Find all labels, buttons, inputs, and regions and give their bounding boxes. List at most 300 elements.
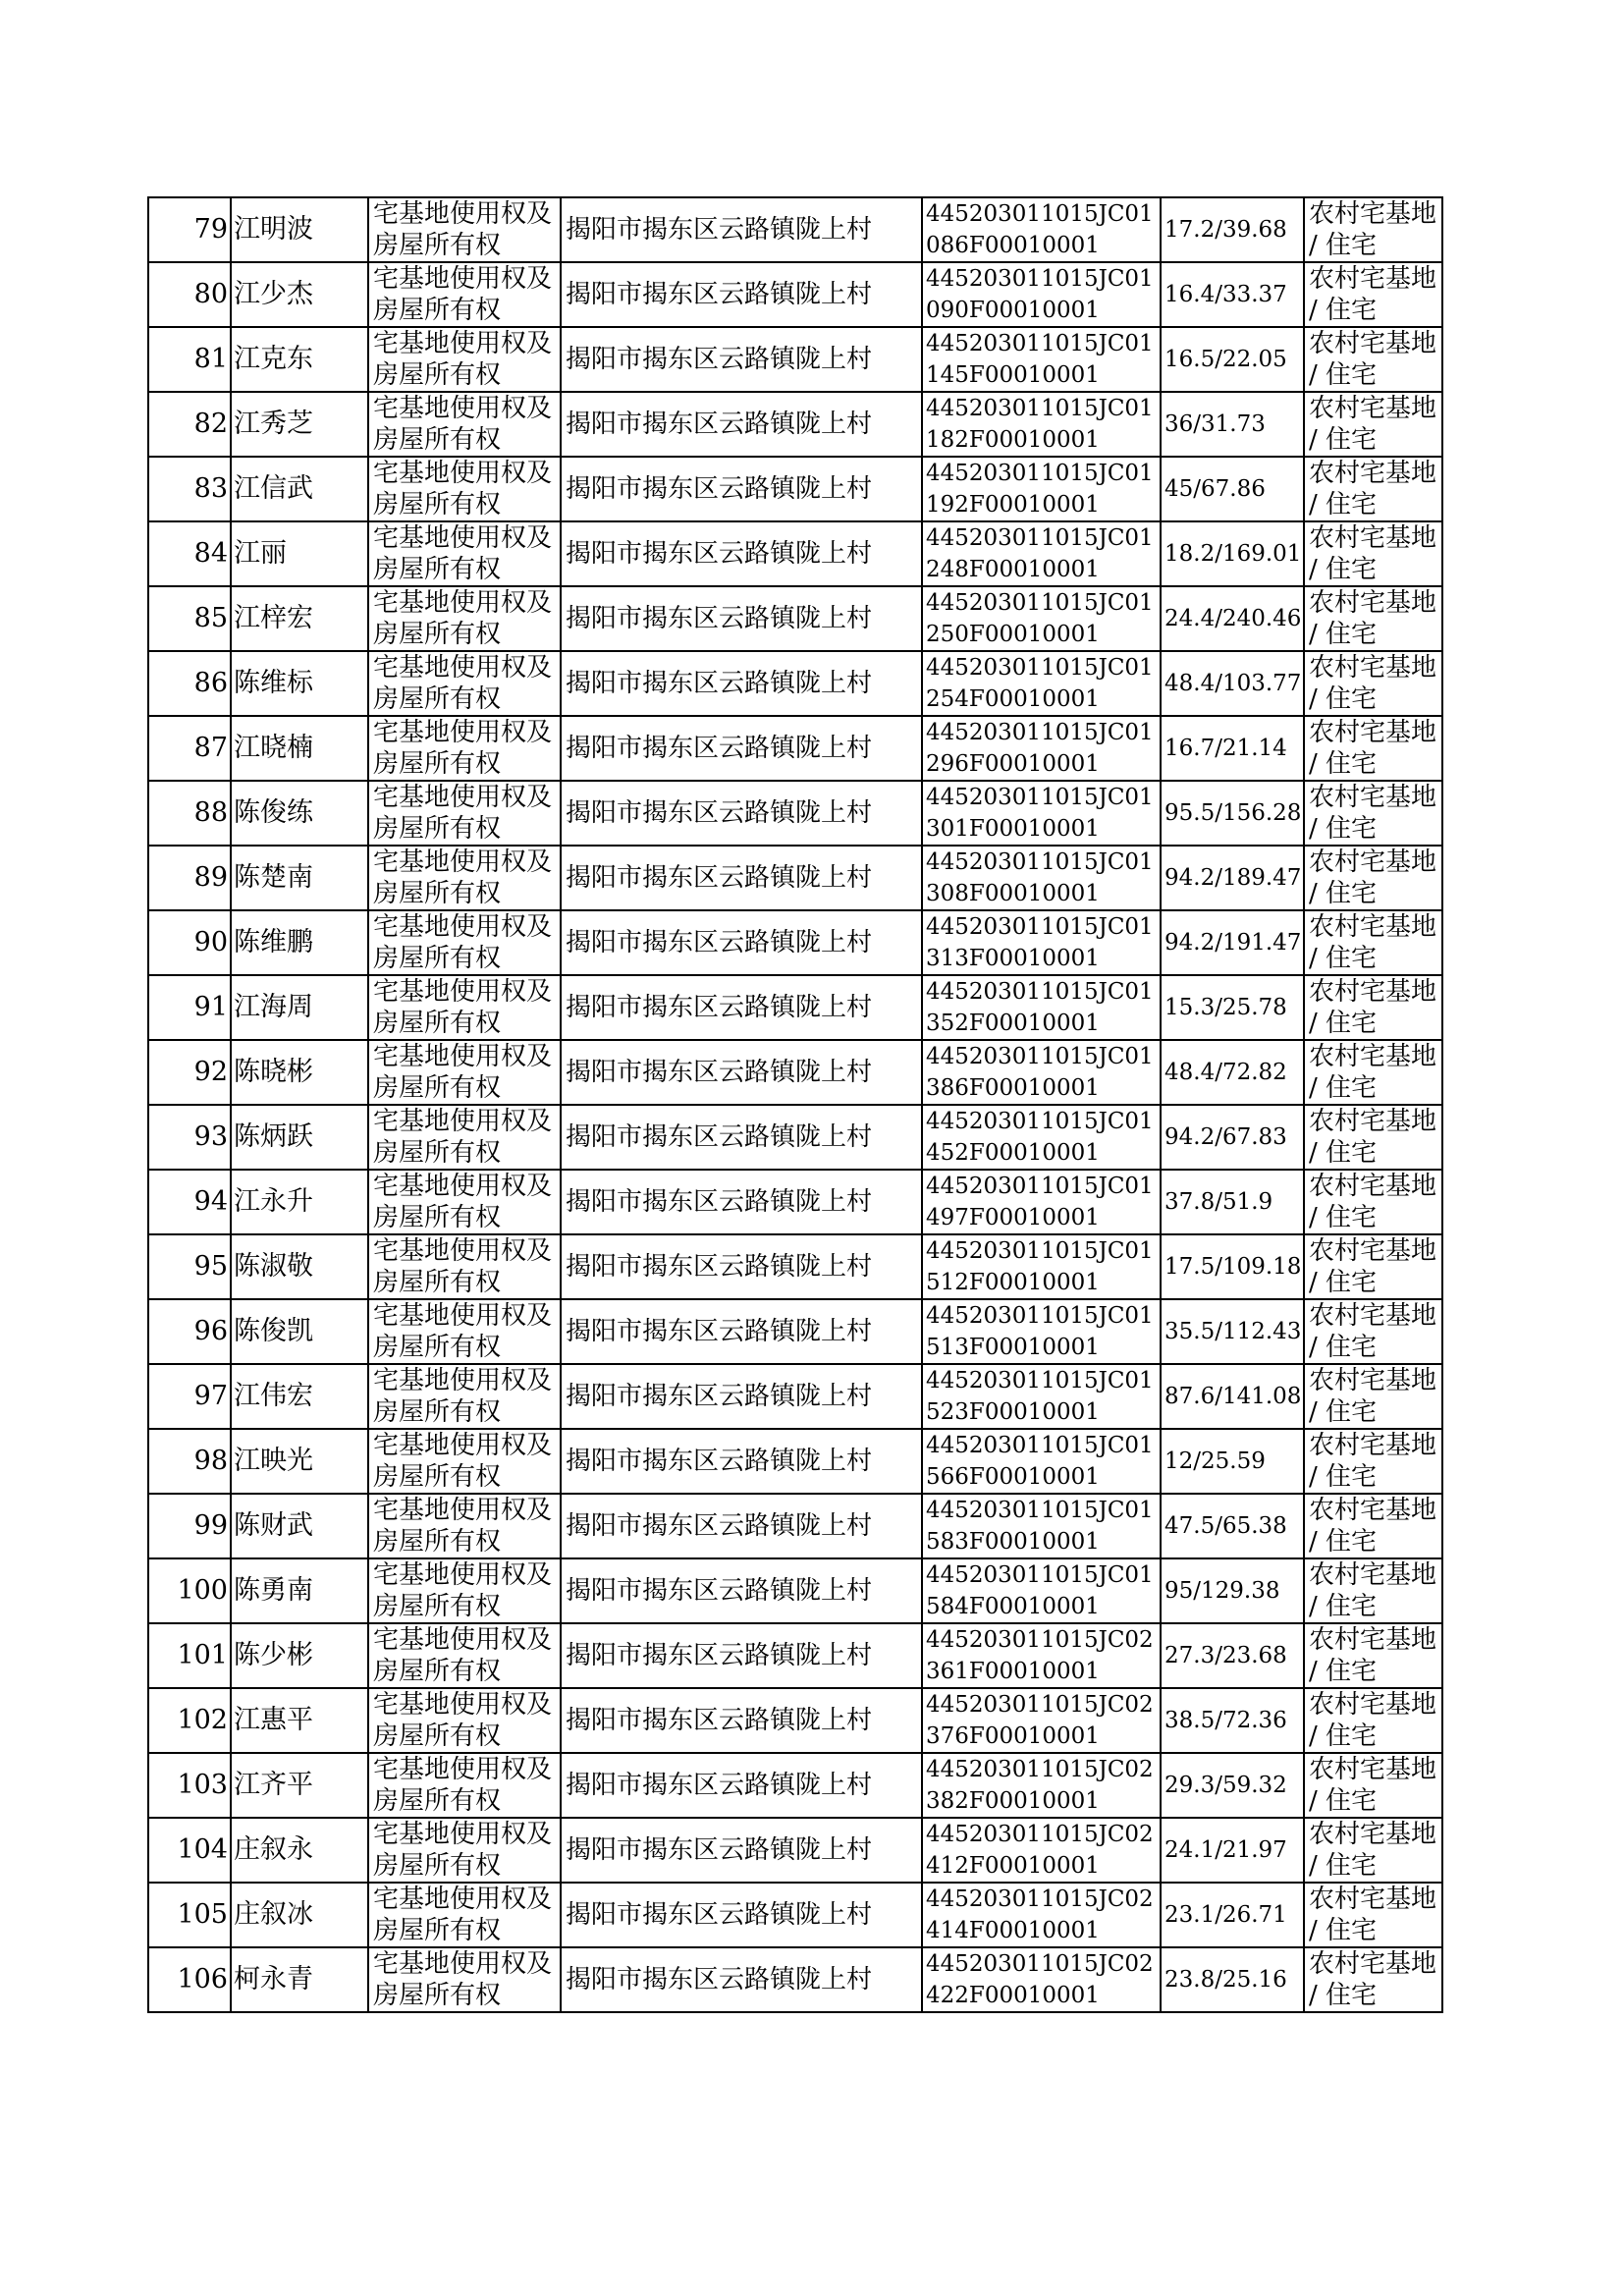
right-type-cell xyxy=(368,1040,561,1105)
area-cell xyxy=(1161,1947,1304,2012)
row-number: 79 xyxy=(193,214,228,245)
row-number: 86 xyxy=(193,668,228,698)
unit-code: 445203011015JC01145F00010001 xyxy=(926,331,1154,388)
unit-code-cell xyxy=(922,197,1161,262)
usage-cell xyxy=(1304,1883,1442,1947)
owner-name-cell xyxy=(231,392,368,457)
owner-name-cell xyxy=(231,1947,368,2012)
usage: 农村宅基地 / 住宅 xyxy=(1309,1042,1437,1103)
owner-name: 江映光 xyxy=(234,1446,313,1476)
row-number: 80 xyxy=(193,279,228,309)
row-number: 95 xyxy=(193,1251,228,1282)
table-row xyxy=(148,521,1442,586)
usage: 农村宅基地 / 住宅 xyxy=(1309,1301,1437,1362)
location: 揭阳市揭东区云路镇陇上村 xyxy=(566,1122,873,1152)
usage: 农村宅基地 / 住宅 xyxy=(1309,1107,1437,1168)
right-type: 宅基地使用权及房屋所有权 xyxy=(373,1885,553,1945)
row-number-cell xyxy=(148,521,231,586)
unit-code-cell xyxy=(922,1558,1161,1623)
usage-cell xyxy=(1304,1040,1442,1105)
location-cell xyxy=(561,1040,922,1105)
owner-name-cell xyxy=(231,197,368,262)
row-number: 83 xyxy=(193,473,228,504)
area-cell xyxy=(1161,1429,1304,1494)
unit-code: 445203011015JC01513F00010001 xyxy=(926,1303,1154,1360)
area: 95/129.38 xyxy=(1164,1578,1280,1604)
row-number-cell xyxy=(148,1105,231,1170)
row-number: 105 xyxy=(177,1899,228,1930)
owner-name-cell xyxy=(231,781,368,846)
location-cell xyxy=(561,716,922,781)
usage: 农村宅基地 / 住宅 xyxy=(1309,1431,1437,1492)
row-number-cell xyxy=(148,1623,231,1688)
row-number-cell xyxy=(148,1364,231,1429)
area: 23.8/25.16 xyxy=(1164,1967,1287,1993)
right-type-cell xyxy=(368,781,561,846)
table-row xyxy=(148,1170,1442,1234)
location: 揭阳市揭东区云路镇陇上村 xyxy=(566,1641,873,1670)
table-row xyxy=(148,1883,1442,1947)
unit-code: 445203011015JC01497F00010001 xyxy=(926,1174,1154,1230)
unit-code-cell xyxy=(922,781,1161,846)
row-number: 102 xyxy=(177,1705,228,1735)
table-row xyxy=(148,1947,1442,2012)
right-type-cell xyxy=(368,846,561,910)
area-cell xyxy=(1161,1494,1304,1558)
area: 47.5/65.38 xyxy=(1164,1513,1287,1539)
usage: 农村宅基地 / 住宅 xyxy=(1309,394,1437,455)
usage: 农村宅基地 / 住宅 xyxy=(1309,264,1437,325)
unit-code: 445203011015JC01248F00010001 xyxy=(926,525,1154,582)
row-number-cell xyxy=(148,1234,231,1299)
right-type: 宅基地使用权及房屋所有权 xyxy=(373,1496,553,1557)
owner-name-cell xyxy=(231,1753,368,1818)
area: 16.4/33.37 xyxy=(1164,282,1287,307)
right-type: 宅基地使用权及房屋所有权 xyxy=(373,1431,553,1492)
owner-name-cell xyxy=(231,651,368,716)
owner-name: 江明波 xyxy=(234,214,313,245)
area: 95.5/156.28 xyxy=(1164,800,1302,826)
unit-code-cell xyxy=(922,521,1161,586)
row-number-cell xyxy=(148,1753,231,1818)
right-type-cell xyxy=(368,327,561,392)
row-number-cell xyxy=(148,1494,231,1558)
right-type-cell xyxy=(368,197,561,262)
right-type-cell xyxy=(368,1429,561,1494)
usage-cell xyxy=(1304,846,1442,910)
owner-name: 江伟宏 xyxy=(234,1381,313,1411)
area-cell xyxy=(1161,1170,1304,1234)
right-type-cell xyxy=(368,586,561,651)
location-cell xyxy=(561,651,922,716)
owner-name-cell xyxy=(231,586,368,651)
location: 揭阳市揭东区云路镇陇上村 xyxy=(566,669,873,698)
usage-cell xyxy=(1304,651,1442,716)
location: 揭阳市揭东区云路镇陇上村 xyxy=(566,928,873,957)
unit-code-cell xyxy=(922,1883,1161,1947)
table-row xyxy=(148,327,1442,392)
location: 揭阳市揭东区云路镇陇上村 xyxy=(566,1965,873,1994)
owner-name-cell xyxy=(231,1883,368,1947)
table-row xyxy=(148,1429,1442,1494)
location-cell xyxy=(561,975,922,1040)
table-row xyxy=(148,975,1442,1040)
owner-name: 江惠平 xyxy=(234,1705,313,1735)
location-cell xyxy=(561,197,922,262)
right-type: 宅基地使用权及房屋所有权 xyxy=(373,1301,553,1362)
owner-name: 柯永青 xyxy=(234,1964,313,1994)
unit-code: 445203011015JC01086F00010001 xyxy=(926,201,1154,258)
usage: 农村宅基地 / 住宅 xyxy=(1309,459,1437,519)
table-row xyxy=(148,1688,1442,1753)
owner-name-cell xyxy=(231,1105,368,1170)
right-type: 宅基地使用权及房屋所有权 xyxy=(373,1755,553,1816)
unit-code: 445203011015JC01566F00010001 xyxy=(926,1433,1154,1490)
location-cell xyxy=(561,1623,922,1688)
owner-name-cell xyxy=(231,262,368,327)
usage-cell xyxy=(1304,1623,1442,1688)
right-type: 宅基地使用权及房屋所有权 xyxy=(373,1172,553,1232)
usage: 农村宅基地 / 住宅 xyxy=(1309,329,1437,390)
unit-code: 445203011015JC01352F00010001 xyxy=(926,979,1154,1036)
row-number: 88 xyxy=(193,797,228,828)
table-row xyxy=(148,716,1442,781)
location-cell xyxy=(561,781,922,846)
owner-name-cell xyxy=(231,1558,368,1623)
row-number-cell xyxy=(148,392,231,457)
location-cell xyxy=(561,521,922,586)
row-number-cell xyxy=(148,910,231,975)
area: 29.3/59.32 xyxy=(1164,1773,1287,1798)
right-type-cell xyxy=(368,1753,561,1818)
location: 揭阳市揭东区云路镇陇上村 xyxy=(566,410,873,439)
unit-code: 445203011015JC01452F00010001 xyxy=(926,1109,1154,1166)
row-number: 100 xyxy=(177,1575,228,1606)
owner-name-cell xyxy=(231,1429,368,1494)
location: 揭阳市揭东区云路镇陇上村 xyxy=(566,734,873,763)
area: 35.5/112.43 xyxy=(1164,1319,1302,1344)
usage-cell xyxy=(1304,1299,1442,1364)
right-type: 宅基地使用权及房屋所有权 xyxy=(373,588,553,649)
area: 23.1/26.71 xyxy=(1164,1902,1287,1928)
unit-code-cell xyxy=(922,1623,1161,1688)
unit-code-cell xyxy=(922,1364,1161,1429)
right-type-cell xyxy=(368,457,561,521)
right-type-cell xyxy=(368,716,561,781)
area: 94.2/67.83 xyxy=(1164,1124,1287,1150)
area-cell xyxy=(1161,910,1304,975)
area: 37.8/51.9 xyxy=(1164,1189,1273,1215)
row-number: 104 xyxy=(177,1834,228,1865)
unit-code: 445203011015JC02382F00010001 xyxy=(926,1757,1154,1814)
unit-code-cell xyxy=(922,1170,1161,1234)
location: 揭阳市揭东区云路镇陇上村 xyxy=(566,604,873,633)
location: 揭阳市揭东区云路镇陇上村 xyxy=(566,215,873,245)
row-number-cell xyxy=(148,457,231,521)
location: 揭阳市揭东区云路镇陇上村 xyxy=(566,1576,873,1606)
unit-code-cell xyxy=(922,1753,1161,1818)
unit-code: 445203011015JC01296F00010001 xyxy=(926,720,1154,777)
location-cell xyxy=(561,1170,922,1234)
table-row xyxy=(148,197,1442,262)
location-cell xyxy=(561,586,922,651)
row-number-cell xyxy=(148,781,231,846)
row-number: 81 xyxy=(193,344,228,374)
usage: 农村宅基地 / 住宅 xyxy=(1309,653,1437,714)
right-type: 宅基地使用权及房屋所有权 xyxy=(373,199,553,260)
unit-code-cell xyxy=(922,1429,1161,1494)
right-type: 宅基地使用权及房屋所有权 xyxy=(373,847,553,908)
usage: 农村宅基地 / 住宅 xyxy=(1309,718,1437,779)
unit-code-cell xyxy=(922,716,1161,781)
location-cell xyxy=(561,392,922,457)
unit-code: 445203011015JC01583F00010001 xyxy=(926,1498,1154,1555)
owner-name-cell xyxy=(231,521,368,586)
location: 揭阳市揭东区云路镇陇上村 xyxy=(566,1511,873,1541)
table-row xyxy=(148,1494,1442,1558)
area-cell xyxy=(1161,457,1304,521)
location: 揭阳市揭东区云路镇陇上村 xyxy=(566,1447,873,1476)
right-type: 宅基地使用权及房屋所有权 xyxy=(373,1366,553,1427)
right-type: 宅基地使用权及房屋所有权 xyxy=(373,1820,553,1881)
area: 94.2/191.47 xyxy=(1164,930,1302,956)
owner-name: 陈维鹏 xyxy=(234,927,313,957)
registration-table xyxy=(147,196,1443,2013)
area-cell xyxy=(1161,1234,1304,1299)
usage: 农村宅基地 / 住宅 xyxy=(1309,1949,1437,2010)
owner-name-cell xyxy=(231,975,368,1040)
owner-name-cell xyxy=(231,327,368,392)
right-type-cell xyxy=(368,392,561,457)
usage: 农村宅基地 / 住宅 xyxy=(1309,783,1437,844)
owner-name-cell xyxy=(231,846,368,910)
table-row xyxy=(148,1818,1442,1883)
unit-code-cell xyxy=(922,1299,1161,1364)
area: 45/67.86 xyxy=(1164,476,1266,502)
unit-code: 445203011015JC02376F00010001 xyxy=(926,1692,1154,1749)
usage: 农村宅基地 / 住宅 xyxy=(1309,1625,1437,1686)
unit-code-cell xyxy=(922,1105,1161,1170)
right-type: 宅基地使用权及房屋所有权 xyxy=(373,1042,553,1103)
row-number-cell xyxy=(148,1429,231,1494)
unit-code: 445203011015JC01192F00010001 xyxy=(926,461,1154,518)
area: 17.5/109.18 xyxy=(1164,1254,1302,1280)
owner-name: 陈淑敬 xyxy=(234,1251,313,1282)
right-type: 宅基地使用权及房屋所有权 xyxy=(373,394,553,455)
row-number-cell xyxy=(148,327,231,392)
area: 24.1/21.97 xyxy=(1164,1837,1287,1863)
owner-name: 陈俊练 xyxy=(234,797,313,828)
owner-name-cell xyxy=(231,1040,368,1105)
area: 12/25.59 xyxy=(1164,1448,1266,1474)
area: 15.3/25.78 xyxy=(1164,995,1287,1020)
table-body xyxy=(148,197,1442,2012)
row-number: 98 xyxy=(193,1446,228,1476)
usage-cell xyxy=(1304,586,1442,651)
location: 揭阳市揭东区云路镇陇上村 xyxy=(566,1900,873,1930)
location: 揭阳市揭东区云路镇陇上村 xyxy=(566,539,873,569)
row-number-cell xyxy=(148,1818,231,1883)
area: 18.2/169.01 xyxy=(1164,541,1302,567)
table-row xyxy=(148,262,1442,327)
area-cell xyxy=(1161,586,1304,651)
right-type-cell xyxy=(368,910,561,975)
owner-name-cell xyxy=(231,910,368,975)
row-number: 90 xyxy=(193,927,228,957)
owner-name: 江齐平 xyxy=(234,1770,313,1800)
area-cell xyxy=(1161,1688,1304,1753)
unit-code-cell xyxy=(922,327,1161,392)
row-number: 103 xyxy=(177,1770,228,1800)
location: 揭阳市揭东区云路镇陇上村 xyxy=(566,474,873,504)
row-number-cell xyxy=(148,716,231,781)
right-type-cell xyxy=(368,1818,561,1883)
right-type: 宅基地使用权及房屋所有权 xyxy=(373,718,553,779)
row-number-cell xyxy=(148,1688,231,1753)
unit-code-cell xyxy=(922,1234,1161,1299)
usage-cell xyxy=(1304,1364,1442,1429)
unit-code-cell xyxy=(922,1947,1161,2012)
unit-code-cell xyxy=(922,457,1161,521)
table-row xyxy=(148,1040,1442,1105)
area-cell xyxy=(1161,716,1304,781)
usage: 农村宅基地 / 住宅 xyxy=(1309,588,1437,649)
location-cell xyxy=(561,1299,922,1364)
row-number-cell xyxy=(148,1299,231,1364)
usage: 农村宅基地 / 住宅 xyxy=(1309,523,1437,584)
owner-name-cell xyxy=(231,1234,368,1299)
right-type: 宅基地使用权及房屋所有权 xyxy=(373,1690,553,1751)
owner-name: 江丽 xyxy=(234,538,287,569)
owner-name: 陈晓彬 xyxy=(234,1057,313,1087)
unit-code-cell xyxy=(922,651,1161,716)
table-row xyxy=(148,1753,1442,1818)
usage-cell xyxy=(1304,197,1442,262)
row-number: 93 xyxy=(193,1121,228,1152)
usage: 农村宅基地 / 住宅 xyxy=(1309,1366,1437,1427)
unit-code: 445203011015JC01523F00010001 xyxy=(926,1368,1154,1425)
area: 24.4/240.46 xyxy=(1164,606,1302,631)
usage-cell xyxy=(1304,1494,1442,1558)
area: 16.7/21.14 xyxy=(1164,736,1287,761)
right-type-cell xyxy=(368,1688,561,1753)
area-cell xyxy=(1161,197,1304,262)
right-type: 宅基地使用权及房屋所有权 xyxy=(373,329,553,390)
location-cell xyxy=(561,1753,922,1818)
location-cell xyxy=(561,1947,922,2012)
row-number-cell xyxy=(148,1558,231,1623)
right-type-cell xyxy=(368,1299,561,1364)
row-number: 91 xyxy=(193,992,228,1022)
row-number-cell xyxy=(148,1947,231,2012)
usage-cell xyxy=(1304,910,1442,975)
usage-cell xyxy=(1304,1947,1442,2012)
right-type-cell xyxy=(368,521,561,586)
right-type: 宅基地使用权及房屋所有权 xyxy=(373,783,553,844)
area: 48.4/103.77 xyxy=(1164,671,1302,696)
table-row xyxy=(148,651,1442,716)
row-number-cell xyxy=(148,197,231,262)
location: 揭阳市揭东区云路镇陇上村 xyxy=(566,1252,873,1282)
usage: 农村宅基地 / 住宅 xyxy=(1309,1885,1437,1945)
table-row xyxy=(148,781,1442,846)
area-cell xyxy=(1161,1883,1304,1947)
owner-name-cell xyxy=(231,1170,368,1234)
table-row xyxy=(148,1364,1442,1429)
unit-code-cell xyxy=(922,1688,1161,1753)
owner-name: 江永升 xyxy=(234,1186,313,1217)
right-type-cell xyxy=(368,1947,561,2012)
table-row xyxy=(148,457,1442,521)
table-row xyxy=(148,1623,1442,1688)
right-type-cell xyxy=(368,1494,561,1558)
unit-code: 445203011015JC01254F00010001 xyxy=(926,655,1154,712)
row-number-cell xyxy=(148,651,231,716)
location: 揭阳市揭东区云路镇陇上村 xyxy=(566,280,873,309)
area-cell xyxy=(1161,1299,1304,1364)
usage-cell xyxy=(1304,1688,1442,1753)
table-row xyxy=(148,846,1442,910)
owner-name: 江梓宏 xyxy=(234,603,313,633)
owner-name: 陈少彬 xyxy=(234,1640,313,1670)
row-number: 84 xyxy=(193,538,228,569)
usage-cell xyxy=(1304,975,1442,1040)
location-cell xyxy=(561,1494,922,1558)
right-type: 宅基地使用权及房屋所有权 xyxy=(373,1625,553,1686)
area-cell xyxy=(1161,781,1304,846)
area: 87.6/141.08 xyxy=(1164,1384,1302,1409)
right-type: 宅基地使用权及房屋所有权 xyxy=(373,459,553,519)
usage-cell xyxy=(1304,781,1442,846)
usage-cell xyxy=(1304,1429,1442,1494)
unit-code-cell xyxy=(922,910,1161,975)
area-cell xyxy=(1161,1105,1304,1170)
area-cell xyxy=(1161,975,1304,1040)
row-number: 99 xyxy=(193,1510,228,1541)
right-type-cell xyxy=(368,1558,561,1623)
row-number-cell xyxy=(148,1170,231,1234)
usage-cell xyxy=(1304,1170,1442,1234)
area: 27.3/23.68 xyxy=(1164,1643,1287,1668)
location-cell xyxy=(561,1234,922,1299)
location: 揭阳市揭东区云路镇陇上村 xyxy=(566,1835,873,1865)
right-type-cell xyxy=(368,1623,561,1688)
owner-name: 江克东 xyxy=(234,344,313,374)
table-row xyxy=(148,910,1442,975)
row-number-cell xyxy=(148,846,231,910)
table-row xyxy=(148,392,1442,457)
right-type-cell xyxy=(368,1883,561,1947)
row-number-cell xyxy=(148,1040,231,1105)
area-cell xyxy=(1161,651,1304,716)
right-type-cell xyxy=(368,262,561,327)
unit-code-cell xyxy=(922,1040,1161,1105)
usage: 农村宅基地 / 住宅 xyxy=(1309,1172,1437,1232)
unit-code: 445203011015JC01090F00010001 xyxy=(926,266,1154,323)
location: 揭阳市揭东区云路镇陇上村 xyxy=(566,345,873,374)
owner-name: 庄叙永 xyxy=(234,1834,313,1865)
right-type: 宅基地使用权及房屋所有权 xyxy=(373,653,553,714)
area-cell xyxy=(1161,327,1304,392)
area-cell xyxy=(1161,1818,1304,1883)
table-row xyxy=(148,1558,1442,1623)
right-type: 宅基地使用权及房屋所有权 xyxy=(373,1236,553,1297)
location-cell xyxy=(561,457,922,521)
row-number: 96 xyxy=(193,1316,228,1346)
row-number: 89 xyxy=(193,862,228,893)
row-number-cell xyxy=(148,586,231,651)
owner-name-cell xyxy=(231,1818,368,1883)
